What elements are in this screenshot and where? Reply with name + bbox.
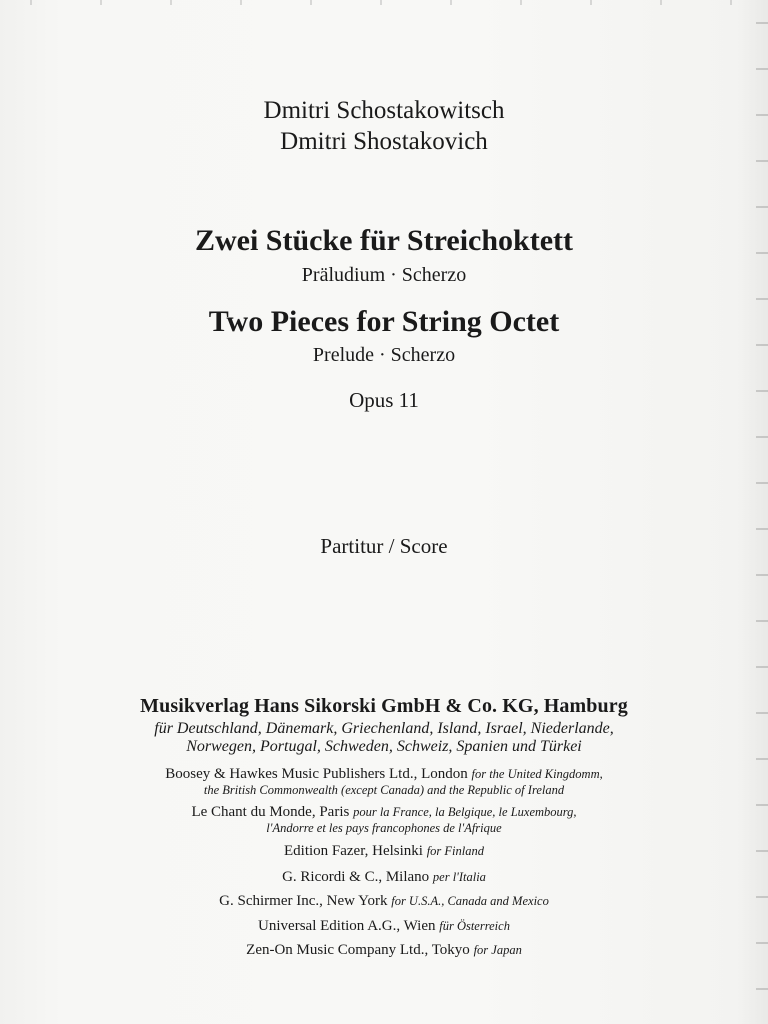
distributor-name: G. Schirmer Inc., New York — [219, 893, 388, 909]
movements-english: Prelude · Scherzo — [312, 344, 456, 366]
distributor-boosey-hawkes — [0, 766, 768, 797]
scan-specks-top — [0, 0, 768, 5]
movements-german: Präludium · Scherzo — [301, 264, 467, 286]
distributor-territory: for U.S.A., Canada and Mexico — [391, 894, 549, 908]
distributor-ricordi — [0, 869, 768, 886]
distributor-name: Universal Edition A.G., Wien — [258, 918, 436, 934]
distributor-territory: für Österreich — [439, 919, 510, 933]
distributor-territory: for the United Kingdomm, — [471, 767, 603, 781]
distributor-name: Le Chant du Monde, Paris — [191, 804, 350, 820]
distributor-territory: for Japan — [473, 943, 522, 957]
composer-name-german: Dmitri Schostakowitsch — [263, 97, 505, 124]
distributor-territory: pour la France, la Belgique, le Luxembourg, — [353, 805, 577, 819]
edition-type: Partitur / Score — [320, 534, 448, 558]
distributor-territory-continued: l'Andorre et les pays francophones de l'Afrique — [266, 821, 502, 835]
distributor-name: Boosey & Hawkes Music Publishers Ltd., London — [165, 766, 468, 782]
publisher-territory-line-2: Norwegen, Portugal, Schweden, Schweiz, Spanien und Türkei — [186, 738, 582, 755]
publisher-name: Musikverlag Hans Sikorski GmbH & Co. KG, Hamburg — [140, 695, 628, 717]
distributor-territory: per l'Italia — [432, 870, 486, 884]
distributor-universal-edition — [0, 918, 768, 935]
distributor-territory: for Finland — [426, 844, 484, 858]
distributor-name: Edition Fazer, Helsinki — [283, 843, 423, 859]
work-title-german: Zwei Stücke für Streichoktett — [194, 224, 574, 257]
composer-name-english: Dmitri Shostakovich — [280, 128, 488, 155]
distributor-name: Zen-On Music Company Ltd., Tokyo — [246, 942, 470, 958]
distributor-schirmer — [0, 893, 768, 910]
distributor-fazer — [0, 843, 768, 860]
distributor-name: G. Ricordi & C., Milano — [282, 869, 430, 885]
distributor-chant-du-monde — [0, 804, 768, 835]
opus-number: Opus 11 — [349, 388, 419, 412]
distributor-territory-continued: the British Commonwealth (except Canada) and the Republic of Ireland — [203, 783, 565, 797]
publisher-territory-line-1: für Deutschland, Dänemark, Griechenland, Island, Israel, Niederlande, — [154, 720, 614, 737]
distributor-zen-on — [0, 942, 768, 959]
work-title-english: Two Pieces for String Octet — [208, 305, 560, 338]
